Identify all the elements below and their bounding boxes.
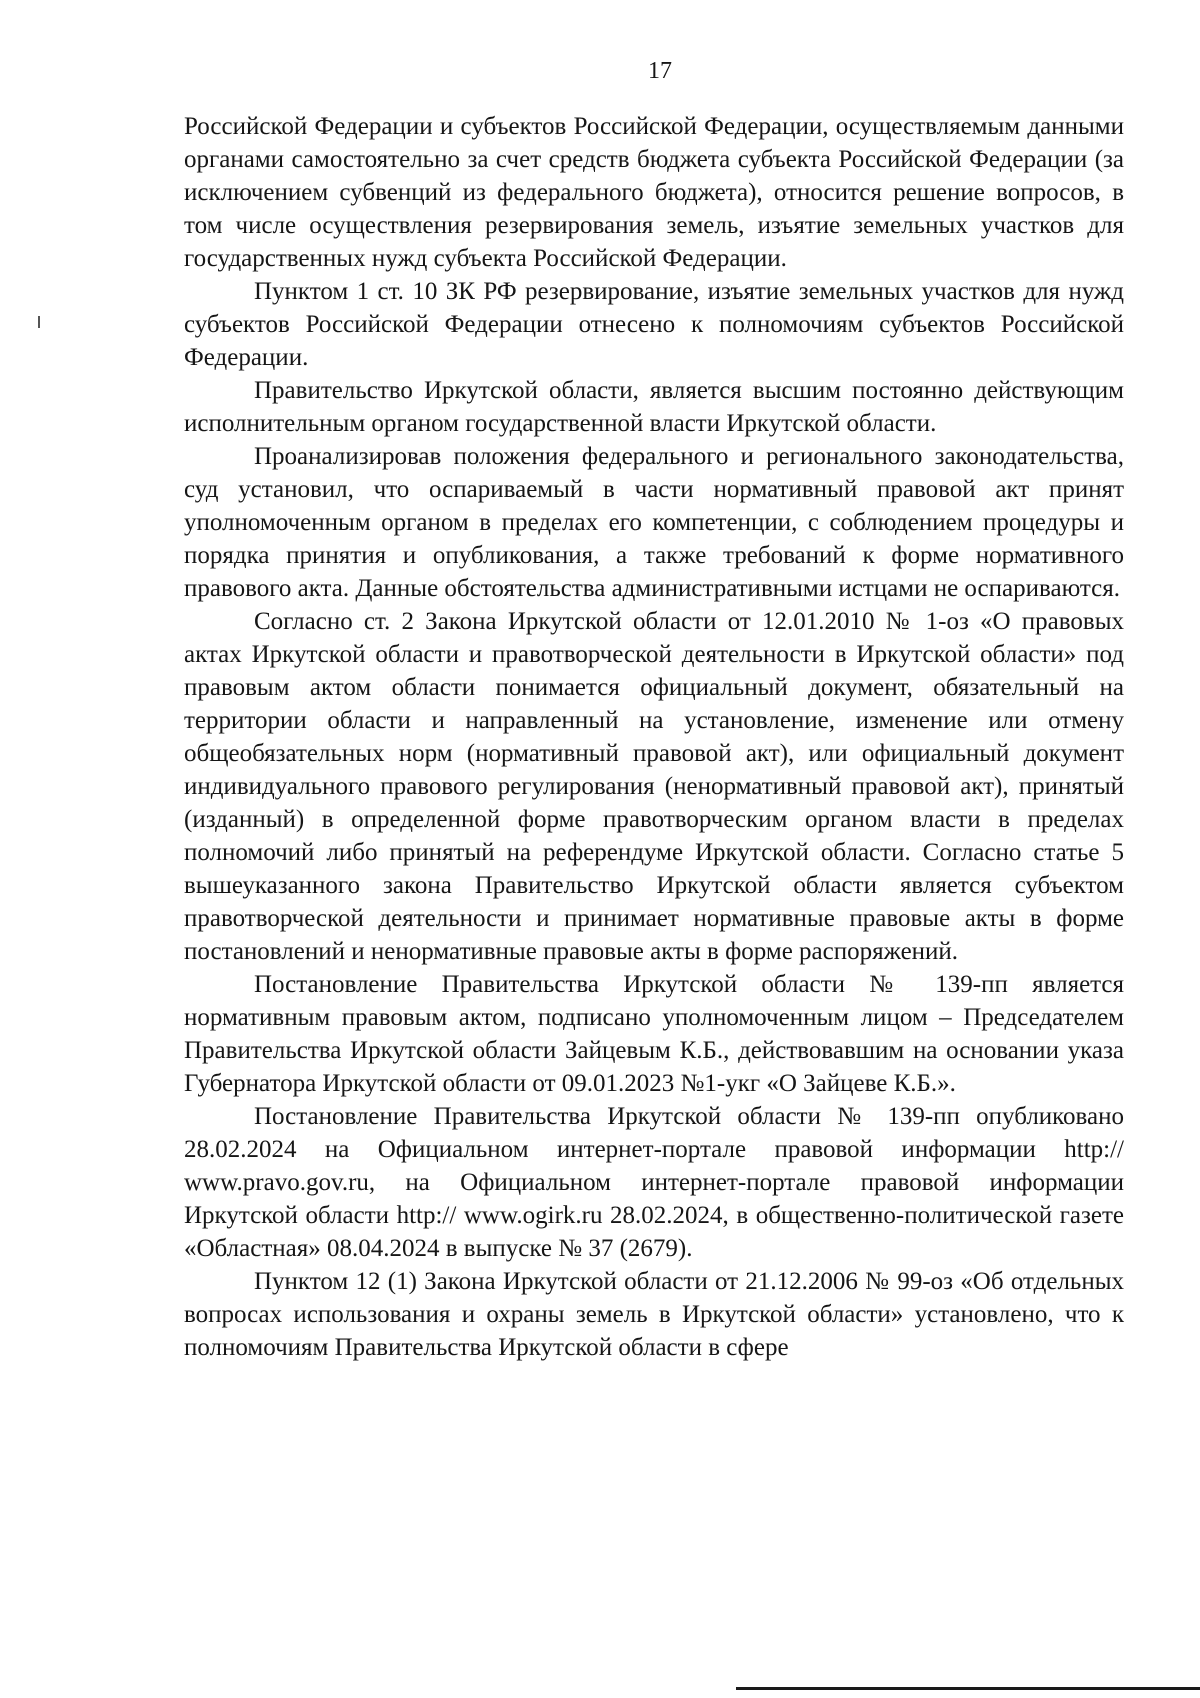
page-number: 17 [648,58,672,84]
paragraph-7: Постановление Правительства Иркутской области № 139-пп опубликовано 28.02.2024 на Официальном интернет-портале правовой информации http:// www.pravo.gov.ru, на Официальном интернет-портале правовой информации Иркутской области http:// www.ogirk.ru 28.02.2024, в общественно-политической газете «Областная» 08.04.2024 в выпуске № 37 (2679). [184,1103,1124,1262]
paragraph-3: Правительство Иркутской области, является высшим постоянно действующим исполнительным органом государственной власти Иркутской области. [184,377,1124,437]
paragraph-4: Проанализировав положения федерального и регионального законодательства, суд установил, что оспариваемый в части нормативный правовой акт принят уполномоченным органом в пределах его компетенции, с соблюдением процедуры и порядка принятия и опубликования, а также требований к форме нормативного правового акта. Данные обстоятельства административными истцами не оспариваются. [184,443,1124,602]
paragraph-2: Пунктом 1 ст. 10 ЗК РФ резервирование, изъятие земельных участков для нужд субъектов Российской Федерации отнесено к полномочиям субъектов Российской Федерации. [184,278,1124,371]
paragraph-6: Постановление Правительства Иркутской области № 139-пп является нормативным правовым актом, подписано уполномоченным лицом – Председателем Правительства Иркутской области Зайцевым К.Б., действовавшим на основании указа Губернатора Иркутской области от 09.01.2023 №1-укг «О Зайцеве К.Б.». [184,971,1124,1097]
paragraph-1: Российской Федерации и субъектов Российской Федерации, осуществляемым данными органами самостоятельно за счет средств бюджета субъекта Российской Федерации (за исключением субвенций из федерального бюджета), относится решение вопросов, в том числе осуществления резервирования земель, изъятие земельных участков для государственных нужд субъекта Российской Федерации. [184,113,1124,272]
margin-scan-mark [38,316,40,328]
bottom-rule [736,1687,1200,1690]
paragraph-5: Согласно ст. 2 Закона Иркутской области от 12.01.2010 № 1-оз «О правовых актах Иркутской области и правотворческой деятельности в Иркутской области» под правовым актом области понимается официальный документ, обязательный на территории области и направленный на установление, изменение или отмену общеобязательных норм (нормативный правовой акт), или официальный документ индивидуального правового регулирования (ненормативный правовой акт), принятый (изданный) в определенной форме правотворческим органом власти в пределах полномочий либо принятый на референдуме Иркутской области. Согласно статье 5 вышеуказанного закона Правительство Иркутской области является субъектом правотворческой деятельности и принимает нормативные правовые акты в форме постановлений и ненормативные правовые акты в форме распоряжений. [184,608,1124,965]
paragraph-8: Пунктом 12 (1) Закона Иркутской области от 21.12.2006 № 99-оз «Об отдельных вопросах использования и охраны земель в Иркутской области» установлено, что к полномочиям Правительства Иркутской области в сфере [184,1268,1124,1361]
document-body [184,110,1124,1364]
